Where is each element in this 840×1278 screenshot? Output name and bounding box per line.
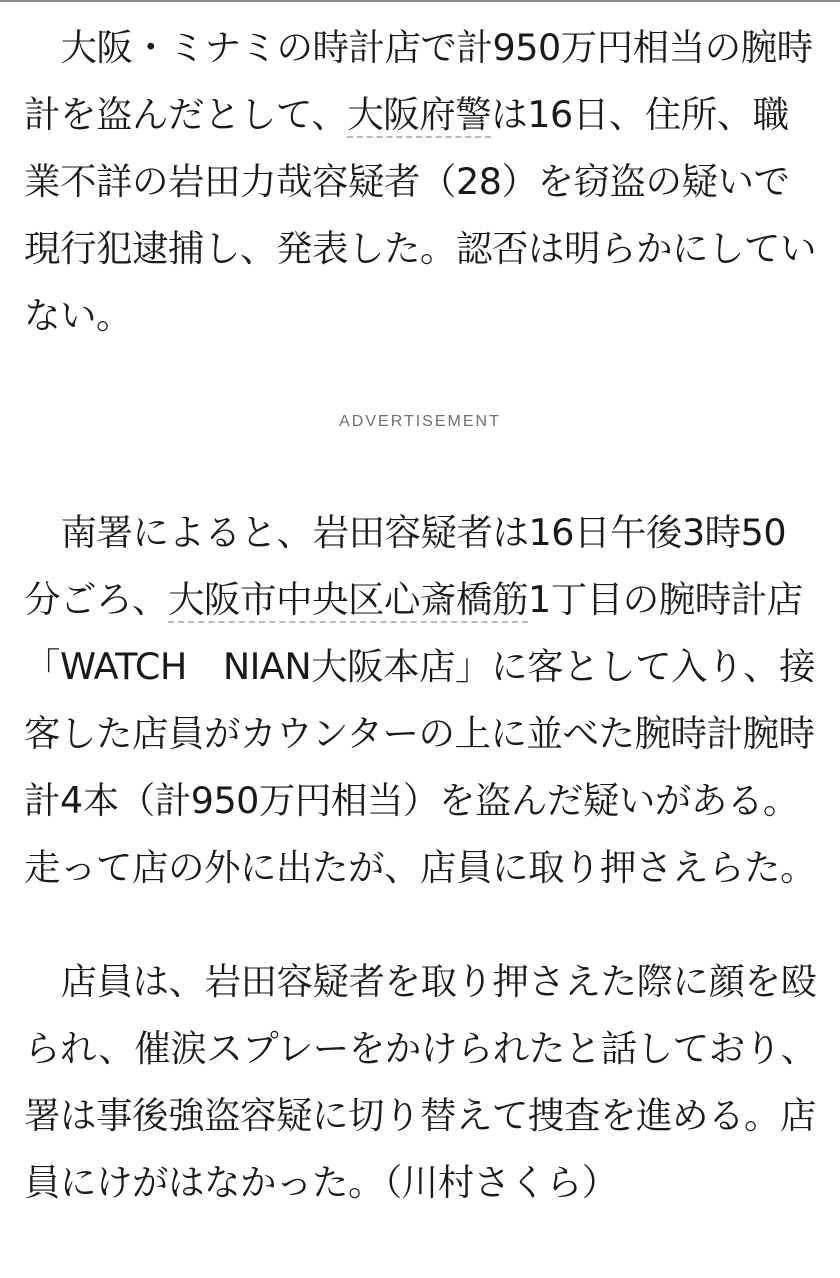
article-paragraph-3: 店員は、岩田容疑者を取り押さえた際に顔を殴られ、催涙スプレーをかけられたと話しており、署は事後強盗容疑に切り替えて捜査を進める。店員にけがはなかった。（川村さくら） — [24, 960, 817, 1204]
osaka-police-link[interactable]: 大阪府警 — [347, 93, 492, 136]
article-paragraph-2 — [24, 499, 820, 901]
advertisement-label: ADVERTISEMENT — [339, 413, 501, 430]
paragraph-text: は16日、住所、職業不詳の岩田力哉容疑者（28）を窃盗の疑いで現行犯逮捕し、発表した。認否は明らかにしていない。 — [24, 93, 816, 337]
article-paragraph-1 — [24, 14, 820, 349]
paragraph-text: 大阪・ミナミの時計店で計950万円相当の腕時計を盗んだとして、 — [24, 26, 813, 136]
paragraph-text: 南署によると、岩田容疑者は16日午後3時50分ごろ、 — [24, 511, 787, 621]
top-divider — [0, 0, 840, 2]
shinsaibashi-link[interactable]: 大阪市中央区心斎橋筋 — [168, 578, 528, 621]
article-body — [24, 6, 820, 1216]
paragraph-text: 1丁目の腕時計店「WATCH NIAN大阪本店」に客として入り、接客した店員がカウンターの上に並べた腕時計腕時計4本（計950万円相当）を盗んだ疑いがある。走って店の外に出たが、店員に取り押さえらた。 — [24, 578, 816, 889]
